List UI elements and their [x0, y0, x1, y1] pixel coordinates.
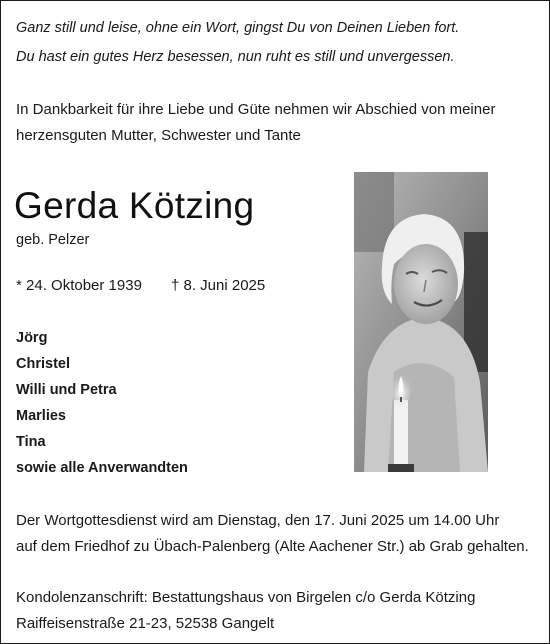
maiden-name: geb. Pelzer: [16, 232, 90, 248]
mourner-4: Marlies: [16, 408, 66, 424]
deceased-name: Gerda Kötzing: [14, 185, 255, 226]
mourner-3: Willi und Petra: [16, 382, 117, 398]
mourner-5: Tina: [16, 434, 46, 450]
condolence-line-1: Kondolenzanschrift: Bestattungshaus von Birgelen c/o Gerda Kötzing: [16, 589, 476, 606]
mourner-1: Jörg: [16, 330, 48, 346]
death-date: † 8. Juni 2025: [171, 277, 266, 294]
birth-date: * 24. Oktober 1939: [16, 277, 142, 294]
portrait-photo: [354, 172, 488, 472]
verse-line-2: Du hast ein gutes Herz besessen, nun ruht es still und unvergessen.: [16, 49, 455, 65]
verse-line-1: Ganz still und leise, ohne ein Wort, gingst Du von Deinen Lieben fort.: [16, 20, 460, 36]
mourner-2: Christel: [16, 356, 70, 372]
condolence-line-2: Raiffeisenstraße 21-23, 52538 Gangelt: [16, 615, 275, 632]
service-line-1: Der Wortgottesdienst wird am Dienstag, den 17. Juni 2025 um 14.00 Uhr: [16, 512, 500, 529]
service-line-2: auf dem Friedhof zu Übach-Palenberg (Alte Aachener Str.) ab Grab gehalten.: [16, 538, 529, 555]
portrait-photo-image: [354, 172, 488, 472]
intro-line-1: In Dankbarkeit für ihre Liebe und Güte nehmen wir Abschied von meiner: [16, 101, 496, 118]
mourner-6: sowie alle Anverwandten: [16, 460, 188, 476]
intro-line-2: herzensguten Mutter, Schwester und Tante: [16, 127, 301, 144]
